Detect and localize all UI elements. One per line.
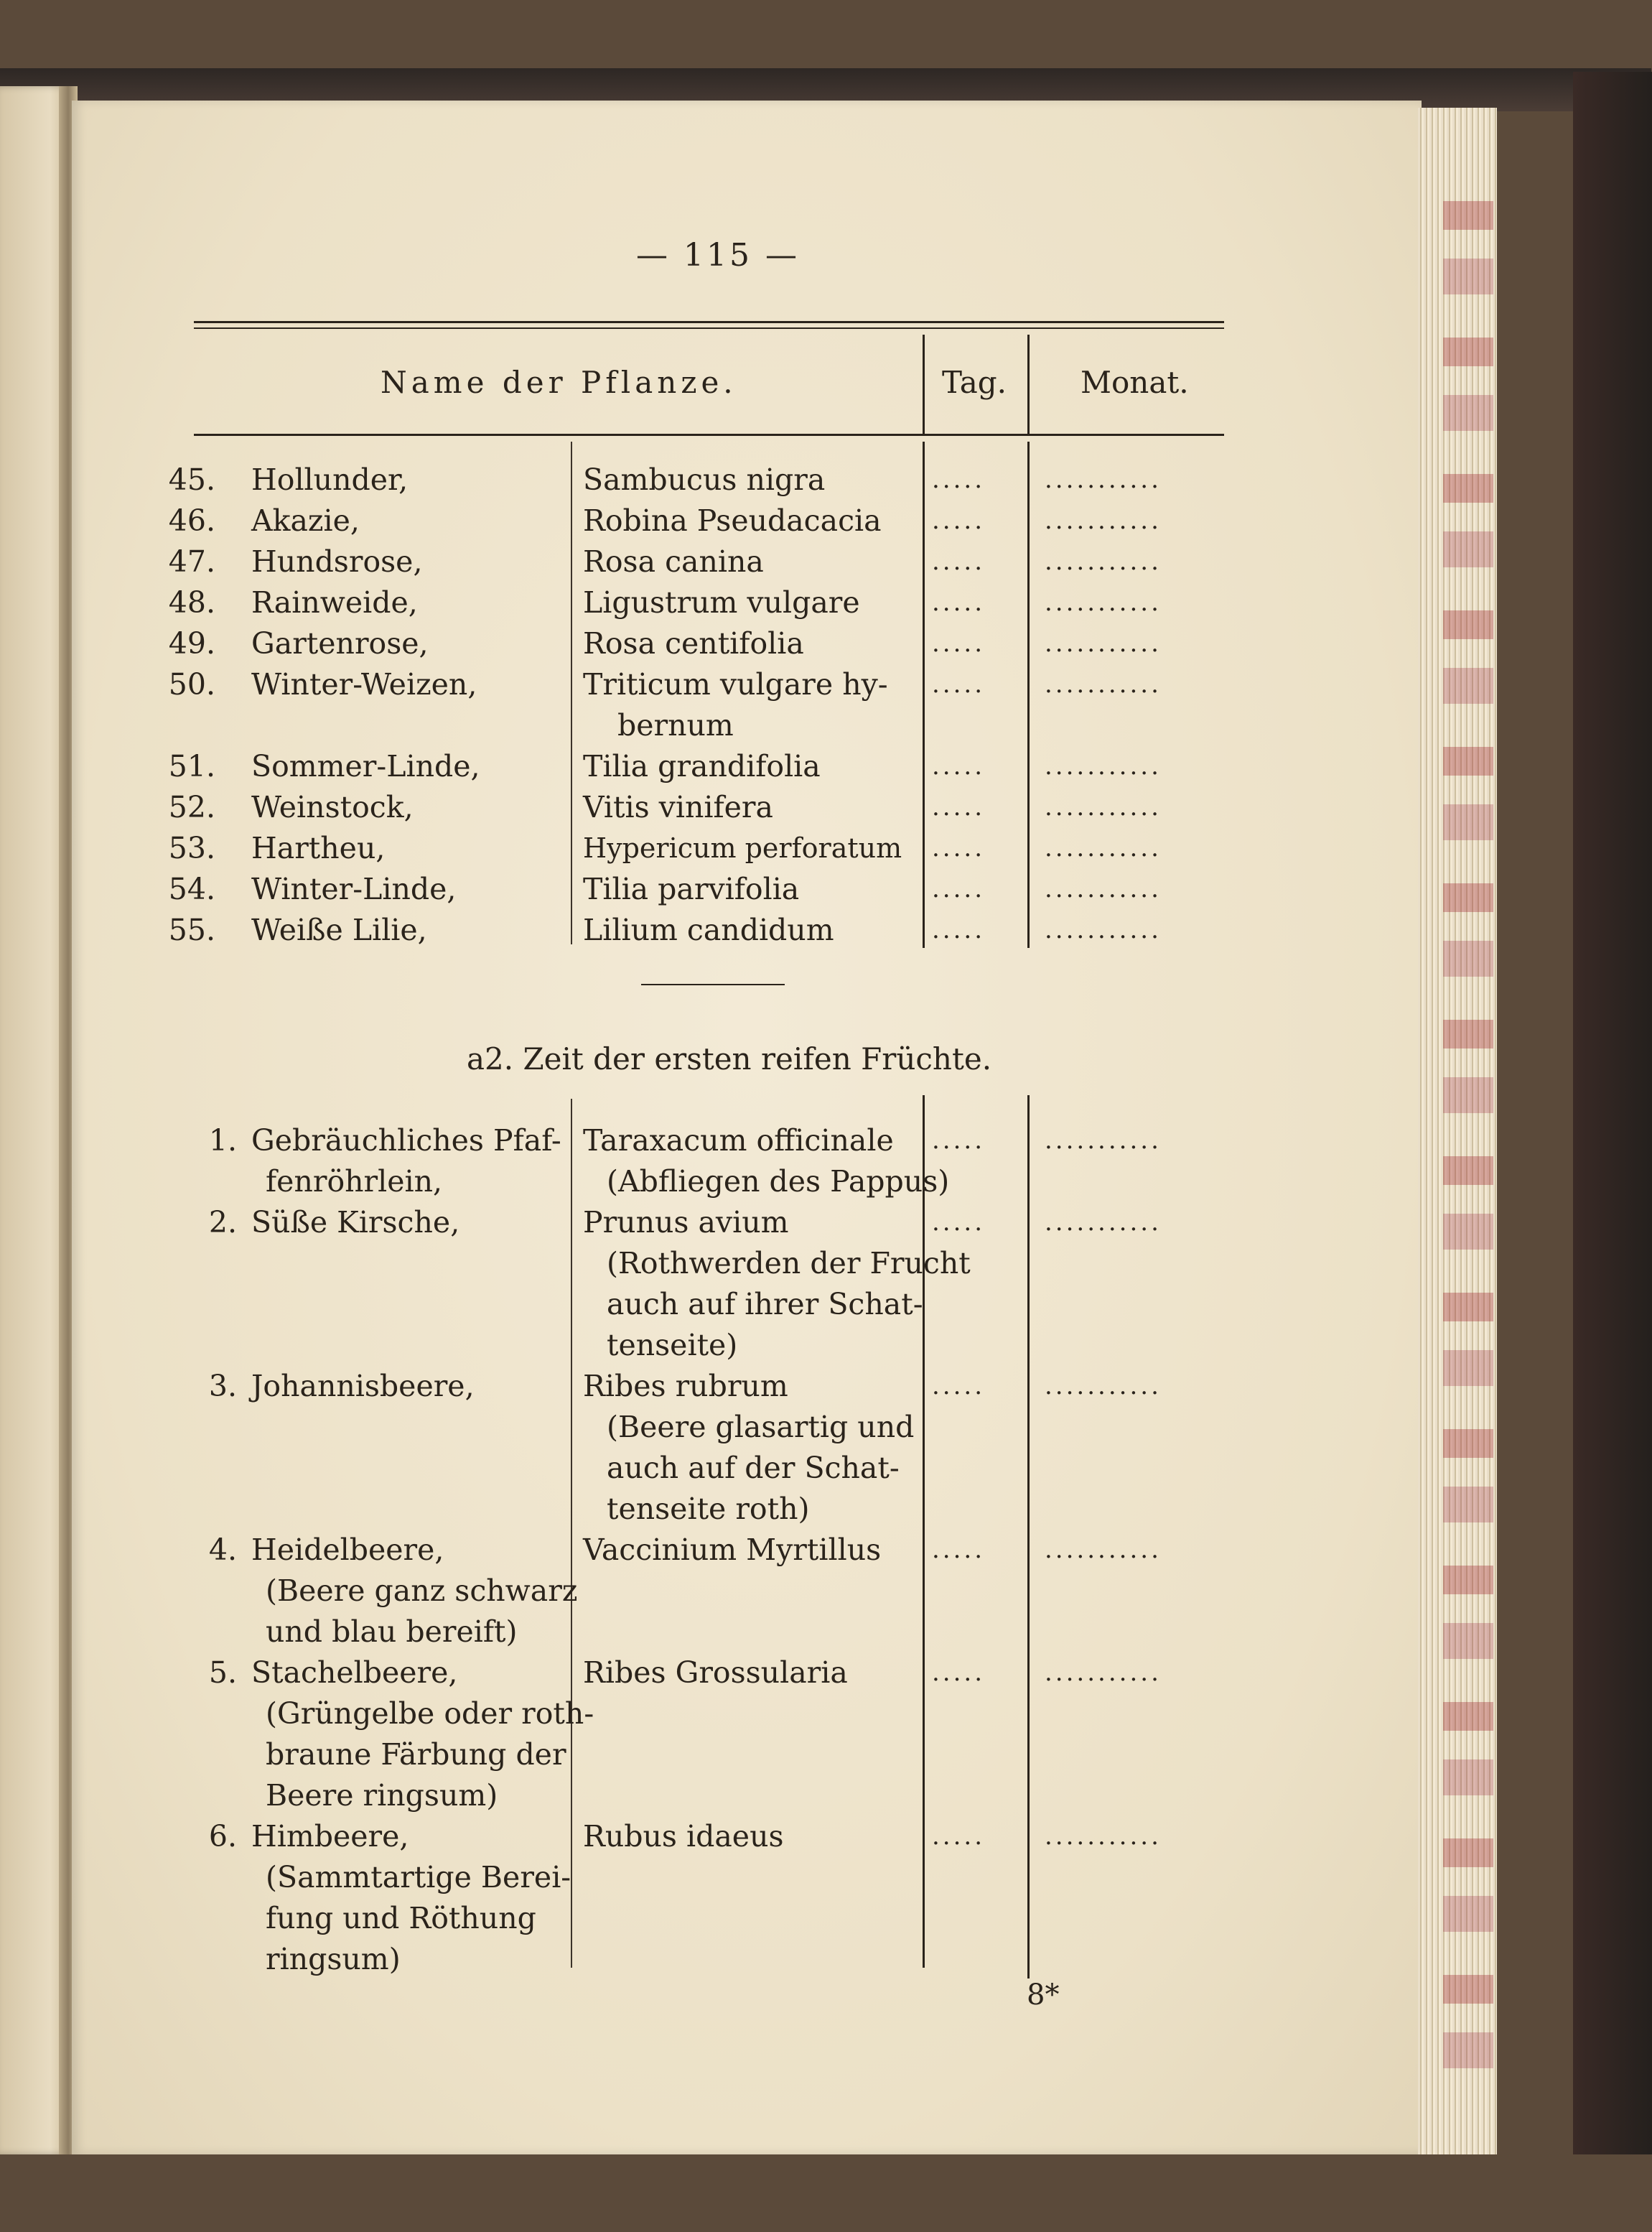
row-number: 51. — [168, 749, 215, 783]
german-name: fenröhrlein, — [266, 1164, 443, 1199]
german-name: Stachelbeere, — [251, 1655, 458, 1690]
col-divider-tag-2 — [923, 1095, 925, 1968]
german-note: (Grüngelbe oder roth- — [266, 1696, 594, 1731]
tag-dots: ..... — [932, 629, 986, 658]
latin-name: Tilia parvifolia — [583, 872, 800, 906]
tag-dots: ..... — [932, 875, 986, 903]
col-divider-tag — [923, 442, 925, 948]
monat-dots: ........... — [1045, 1822, 1162, 1851]
header-tag: Tag. — [942, 365, 1007, 400]
latin-name: Sambucus nigra — [583, 462, 826, 497]
german-name: Süße Kirsche, — [251, 1205, 460, 1240]
row-number: 53. — [168, 831, 215, 865]
monat-dots: ........... — [1045, 875, 1162, 903]
latin-note: (Abfliegen des Pappus) — [607, 1164, 950, 1199]
row-number: 49. — [168, 626, 215, 661]
row-number: 50. — [168, 667, 215, 702]
german-name: Akazie, — [251, 503, 360, 538]
tag-dots: ..... — [932, 588, 986, 617]
latin-name: Triticum vulgare hy- — [583, 667, 888, 702]
german-note: (Beere ganz schwarz — [266, 1573, 578, 1608]
german-name: Heidelbeere, — [251, 1533, 444, 1567]
german-name: Gebräuchliches Pfaf- — [251, 1123, 561, 1158]
monat-dots: ........... — [1045, 588, 1162, 617]
row-number: 54. — [168, 872, 215, 906]
latin-name: Ribes Grossularia — [583, 1655, 848, 1690]
monat-dots: ........... — [1045, 465, 1162, 494]
tag-dots: ..... — [932, 1126, 986, 1155]
header-bottom-rule — [194, 434, 1224, 436]
header-name: Name der Pflanze. — [381, 365, 737, 400]
german-note: fung und Röthung — [266, 1901, 536, 1935]
section-title: a2. Zeit der ersten reifen Früchte. — [467, 1041, 992, 1077]
tag-dots: ..... — [932, 1658, 986, 1687]
col-divider-monat — [1027, 442, 1030, 948]
german-name: Himbeere, — [251, 1819, 409, 1854]
latin-name: Hypericum perforatum — [583, 832, 902, 864]
tag-dots: ..... — [932, 916, 986, 944]
tag-dots: ..... — [932, 834, 986, 862]
latin-note: auch auf der Schat- — [607, 1451, 900, 1485]
latin-note: (Beere glasartig und — [607, 1410, 915, 1444]
col-divider-name-2 — [571, 1099, 572, 1968]
latin-name: Ligustrum vulgare — [583, 585, 860, 620]
german-name: Weinstock, — [251, 790, 414, 824]
monat-dots: ........... — [1045, 752, 1162, 781]
latin-name: Prunus avium — [583, 1205, 789, 1240]
row-number: 46. — [168, 503, 215, 538]
header-top-rule-2 — [194, 327, 1224, 329]
row-number: 5. — [208, 1655, 237, 1690]
latin-note: tenseite roth) — [607, 1492, 810, 1526]
latin-name: Ribes rubrum — [583, 1369, 788, 1403]
german-note: Beere ringsum) — [266, 1778, 498, 1813]
row-number: 52. — [168, 790, 215, 824]
row-number: 4. — [208, 1533, 237, 1567]
tag-dots: ..... — [932, 1372, 986, 1400]
tag-dots: ..... — [932, 1208, 986, 1237]
header-divider-tag — [923, 335, 925, 435]
edge-marbling — [1443, 201, 1493, 2104]
german-name: Gartenrose, — [251, 626, 429, 661]
monat-dots: ........... — [1045, 547, 1162, 576]
monat-dots: ........... — [1045, 1658, 1162, 1687]
tag-dots: ..... — [932, 752, 986, 781]
latin-name: Taraxacum officinale — [583, 1123, 894, 1158]
german-name: Rainweide, — [251, 585, 418, 620]
latin-note: (Rothwerden der Frucht — [607, 1246, 971, 1280]
german-name: Hartheu, — [251, 831, 386, 865]
signature-mark: 8* — [1027, 1978, 1060, 2012]
header-top-rule — [194, 321, 1224, 323]
col-divider-name — [571, 442, 572, 944]
monat-dots: ........... — [1045, 1208, 1162, 1237]
monat-dots: ........... — [1045, 793, 1162, 822]
german-name: Winter-Weizen, — [251, 667, 477, 702]
monat-dots: ........... — [1045, 834, 1162, 862]
monat-dots: ........... — [1045, 1126, 1162, 1155]
latin-note: tenseite) — [607, 1328, 738, 1362]
german-name: Sommer-Linde, — [251, 749, 480, 783]
row-number: 55. — [168, 913, 215, 947]
latin-name: Robina Pseudacacia — [583, 503, 882, 538]
tag-dots: ..... — [932, 465, 986, 494]
latin-name: bernum — [617, 708, 734, 743]
latin-name: Lilium candidum — [583, 913, 834, 947]
monat-dots: ........... — [1045, 1535, 1162, 1564]
german-note: ringsum) — [266, 1942, 401, 1976]
back-board — [1573, 72, 1652, 2154]
monat-dots: ........... — [1045, 1372, 1162, 1400]
german-note: (Sammtartige Berei- — [266, 1860, 571, 1894]
col-divider-monat-2 — [1027, 1095, 1030, 1978]
german-name: Johannisbeere, — [251, 1369, 475, 1403]
row-number: 48. — [168, 585, 215, 620]
monat-dots: ........... — [1045, 506, 1162, 535]
tag-dots: ..... — [932, 1822, 986, 1851]
page-number: — 115 — — [636, 237, 800, 274]
latin-name: Vaccinium Myrtillus — [583, 1533, 882, 1567]
german-note: braune Färbung der — [266, 1737, 566, 1772]
latin-name: Rosa centifolia — [583, 626, 804, 661]
row-number: 45. — [168, 462, 215, 497]
monat-dots: ........... — [1045, 629, 1162, 658]
german-note: und blau bereift) — [266, 1614, 518, 1649]
tag-dots: ..... — [932, 506, 986, 535]
header-divider-monat — [1027, 335, 1030, 435]
monat-dots: ........... — [1045, 670, 1162, 699]
tag-dots: ..... — [932, 793, 986, 822]
latin-name: Tilia grandifolia — [583, 749, 821, 783]
latin-name: Rubus idaeus — [583, 1819, 784, 1854]
row-number: 47. — [168, 544, 215, 579]
row-number: 6. — [208, 1819, 237, 1854]
tag-dots: ..... — [932, 670, 986, 699]
german-name: Weiße Lilie, — [251, 913, 427, 947]
german-name: Hollunder, — [251, 462, 409, 497]
monat-dots: ........... — [1045, 916, 1162, 944]
latin-note: auch auf ihrer Schat- — [607, 1287, 923, 1321]
german-name: Hundsrose, — [251, 544, 423, 579]
section-divider — [641, 984, 785, 985]
tag-dots: ..... — [932, 1535, 986, 1564]
header-monat: Monat. — [1081, 365, 1189, 400]
latin-name: Vitis vinifera — [583, 790, 773, 824]
latin-name: Rosa canina — [583, 544, 764, 579]
german-name: Winter-Linde, — [251, 872, 457, 906]
row-number: 2. — [208, 1205, 237, 1240]
tag-dots: ..... — [932, 547, 986, 576]
row-number: 3. — [208, 1369, 237, 1403]
row-number: 1. — [208, 1123, 237, 1158]
